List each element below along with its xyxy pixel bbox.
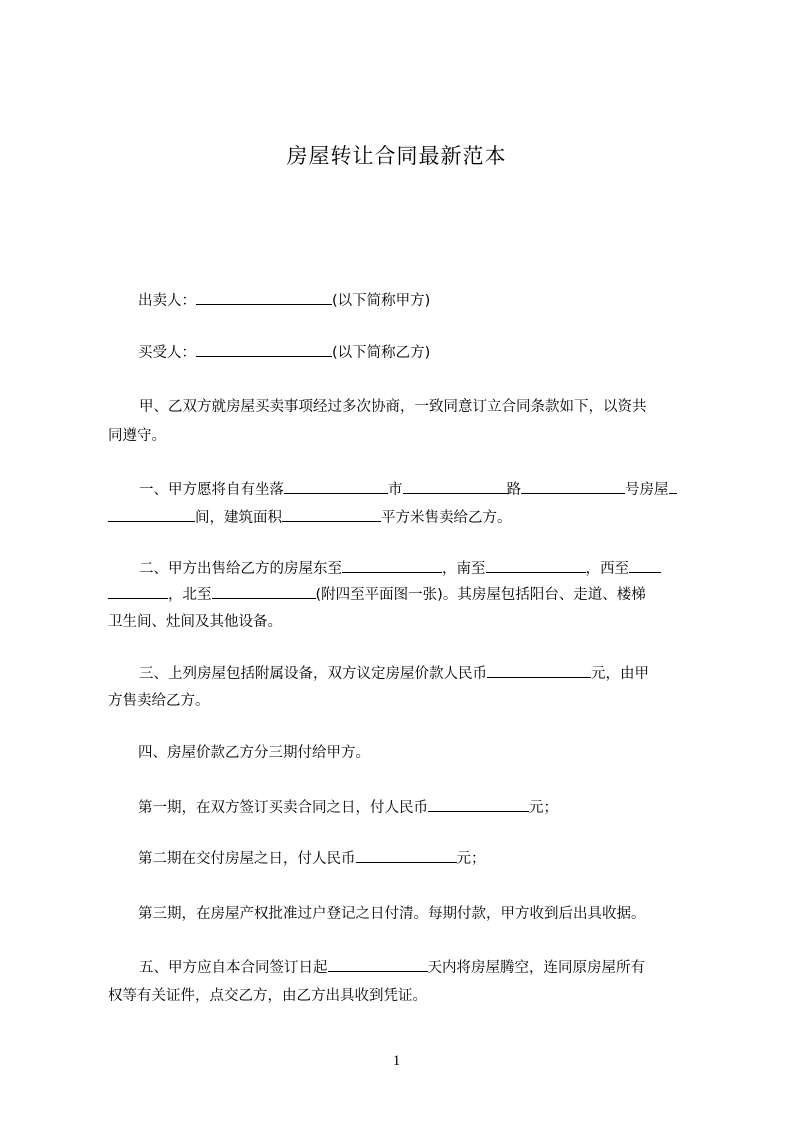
location-blank[interactable]: [284, 479, 388, 494]
area-blank[interactable]: [282, 507, 381, 522]
clause-1-text-b: 市: [388, 482, 403, 498]
south-blank[interactable]: [486, 558, 586, 573]
clause-1-text-e: 间，建筑面积: [195, 510, 282, 526]
west-blank-start[interactable]: [629, 558, 661, 573]
clause-3-line-2: 方售卖给乙方。: [108, 693, 210, 709]
intro-line-1: 甲、乙双方就房屋买卖事项经过多次协商，一致同意订立合同条款如下，以资共: [139, 399, 647, 415]
vacate-days-blank[interactable]: [328, 957, 428, 972]
buyer-label: 买受人：: [138, 345, 196, 361]
payment-1-text-b: 元；: [529, 800, 558, 816]
clause-2-line-2: [108, 583, 708, 607]
payment-2-line: [108, 847, 738, 871]
east-blank[interactable]: [342, 558, 442, 573]
payment-1-line: [108, 796, 738, 820]
city-blank[interactable]: [403, 479, 507, 494]
clause-5-text-b: 天内将房屋腾空，连同原房屋所有: [427, 960, 645, 976]
clause-5-line-2: 权等有关证件，点交乙方，由乙方出具收到凭证。: [108, 988, 427, 1004]
payment-2-text-b: 元；: [456, 851, 486, 867]
document-title: 房屋转让合同最新范本: [286, 144, 507, 168]
buyer-blank[interactable]: [196, 342, 332, 357]
clause-1-text-a: 一、甲方愿将自有坐落: [139, 482, 284, 498]
clause-2-text-b: ，南至: [442, 561, 486, 577]
buyer-alias: (以下简称乙方): [332, 345, 431, 361]
house-number-blank-start[interactable]: [669, 479, 677, 494]
clause-2-text-a: 二、甲方出售给乙方的房屋东至: [139, 561, 342, 577]
payment-1-blank[interactable]: [428, 797, 529, 812]
clause-1-line-2: [108, 506, 708, 530]
price-blank[interactable]: [487, 663, 591, 678]
intro-line-2: 同遵守。: [108, 428, 166, 444]
clause-2-text-d: ，北至: [168, 587, 212, 603]
west-blank-end[interactable]: [108, 584, 168, 599]
clause-1-text-c: 路: [506, 482, 521, 498]
seller-line: [108, 289, 738, 313]
payment-2-text-a: 第二期在交付房屋之日，付人民币: [138, 851, 356, 867]
clause-2-line-3: 卫生间、灶间及其他设备。: [108, 614, 282, 630]
buyer-line: [108, 341, 738, 365]
clause-3-line-1: [108, 662, 739, 686]
page-number: 1: [392, 1053, 401, 1069]
clause-5-line-1: [108, 956, 739, 980]
payment-2-blank[interactable]: [356, 848, 457, 863]
clause-1-text-d: 号房屋: [625, 482, 669, 498]
seller-label: 出卖人：: [138, 293, 196, 309]
seller-alias: (以下简称甲方): [332, 293, 431, 309]
clause-2-text-c: ，西至: [585, 561, 629, 577]
clause-2-line-1: [108, 557, 739, 581]
road-blank[interactable]: [521, 479, 625, 494]
clause-2-text-e: (附四至平面图一张)。其房屋包括阳台、走道、楼梯: [315, 587, 646, 603]
clause-3-text-a: 三、上列房屋包括附属设备，双方议定房屋价款人民币: [139, 666, 487, 682]
clause-1-line-1: [108, 478, 739, 502]
payment-3-line: 第三期，在房屋产权批准过户登记之日付清。每期付款，甲方收到后出具收据。: [138, 906, 646, 922]
clause-1-text-f: 平方米售卖给乙方。: [381, 510, 512, 526]
clause-4-line: 四、房屋价款乙方分三期付给甲方。: [138, 745, 370, 761]
north-blank[interactable]: [212, 584, 316, 599]
clause-3-text-b: 元，由甲: [591, 666, 649, 682]
payment-1-text-a: 第一期，在双方签订买卖合同之日，付人民币: [138, 800, 428, 816]
seller-blank[interactable]: [196, 290, 332, 305]
clause-5-text-a: 五、甲方应自本合同签订日起: [139, 960, 328, 976]
rooms-blank[interactable]: [108, 507, 195, 522]
